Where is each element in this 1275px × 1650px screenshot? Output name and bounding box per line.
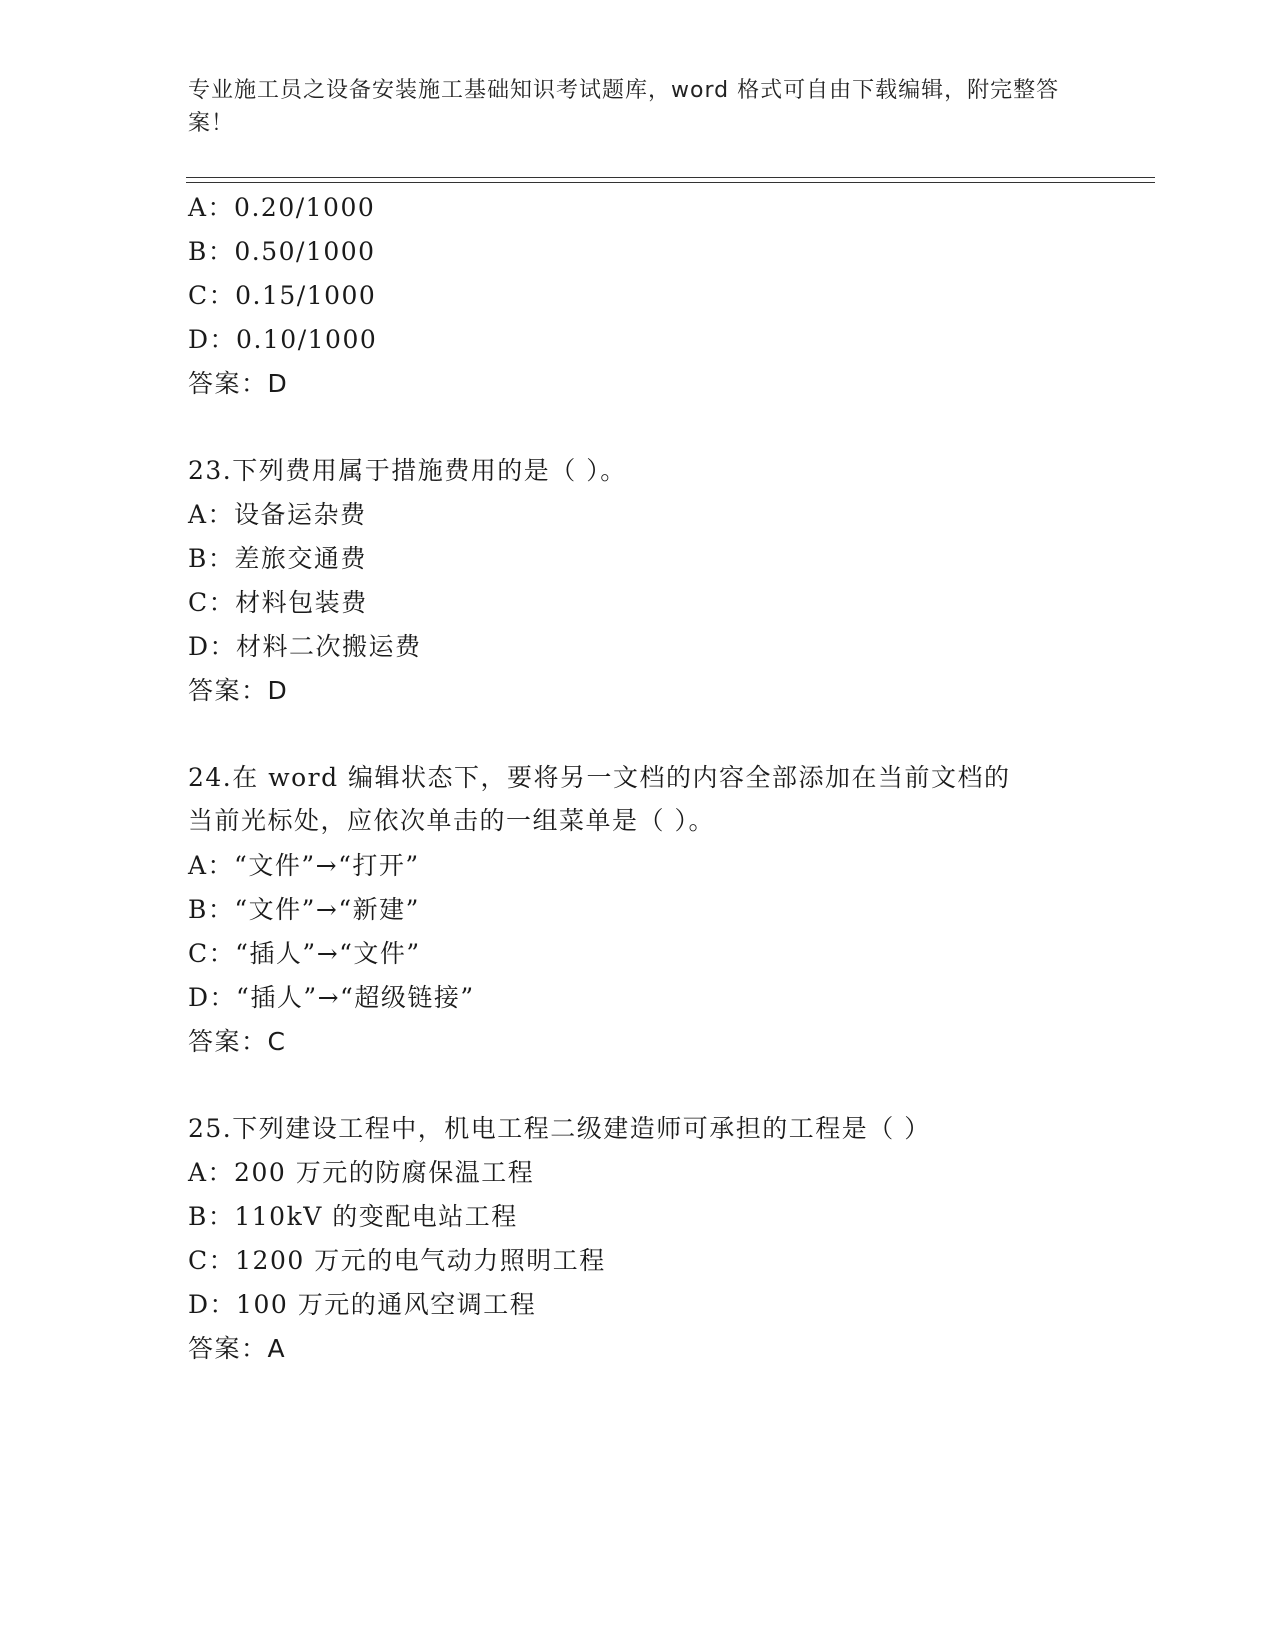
q24-option-c: C：“插人”→“文件” (188, 939, 421, 968)
q24-option-a: A：“文件”→“打开” (188, 851, 420, 880)
q24-question-line1: 24.在 word 编辑状态下，要将另一文档的内容全部添加在当前文档的 (188, 763, 1011, 792)
q25-option-a: A：200 万元的防腐保温工程 (188, 1158, 535, 1187)
q25-option-d: D：100 万元的通风空调工程 (188, 1290, 537, 1319)
q23-question: 23.下列费用属于措施费用的是（ ）。 (188, 456, 627, 485)
document-header: 专业施工员之设备安装施工基础知识考试题库，word 格式可自由下载编辑，附完整答案！ (188, 78, 1060, 136)
q22-option-b: B：0.50/1000 (188, 237, 376, 266)
q24-question-line2: 当前光标处，应依次单击的一组菜单是（ ）。 (188, 806, 715, 835)
q23-option-c: C：材料包装费 (188, 588, 368, 617)
q23-option-a: A：设备运杂费 (188, 500, 367, 529)
q23-answer: 答案：D (188, 676, 289, 705)
header-divider-bottom (186, 182, 1155, 183)
header-divider-top (186, 177, 1155, 178)
q24-option-d: D：“插人”→“超级链接” (188, 983, 475, 1012)
q23-option-d: D：材料二次搬运费 (188, 632, 422, 661)
q25-question: 25.下列建设工程中，机电工程二级建造师可承担的工程是（ ） (188, 1114, 931, 1143)
q22-option-c: C：0.15/1000 (188, 281, 377, 310)
q25-option-c: C：1200 万元的电气动力照明工程 (188, 1246, 606, 1275)
q22-answer: 答案：D (188, 369, 289, 398)
q23-option-b: B：差旅交通费 (188, 544, 367, 573)
q25-option-b: B：110kV 的变配电站工程 (188, 1202, 518, 1231)
q22-option-a: A：0.20/1000 (188, 193, 376, 222)
q24-option-b: B：“文件”→“新建” (188, 895, 420, 924)
q24-answer: 答案：C (188, 1027, 287, 1056)
q22-option-d: D：0.10/1000 (188, 325, 378, 354)
q25-answer: 答案：A (188, 1334, 287, 1363)
